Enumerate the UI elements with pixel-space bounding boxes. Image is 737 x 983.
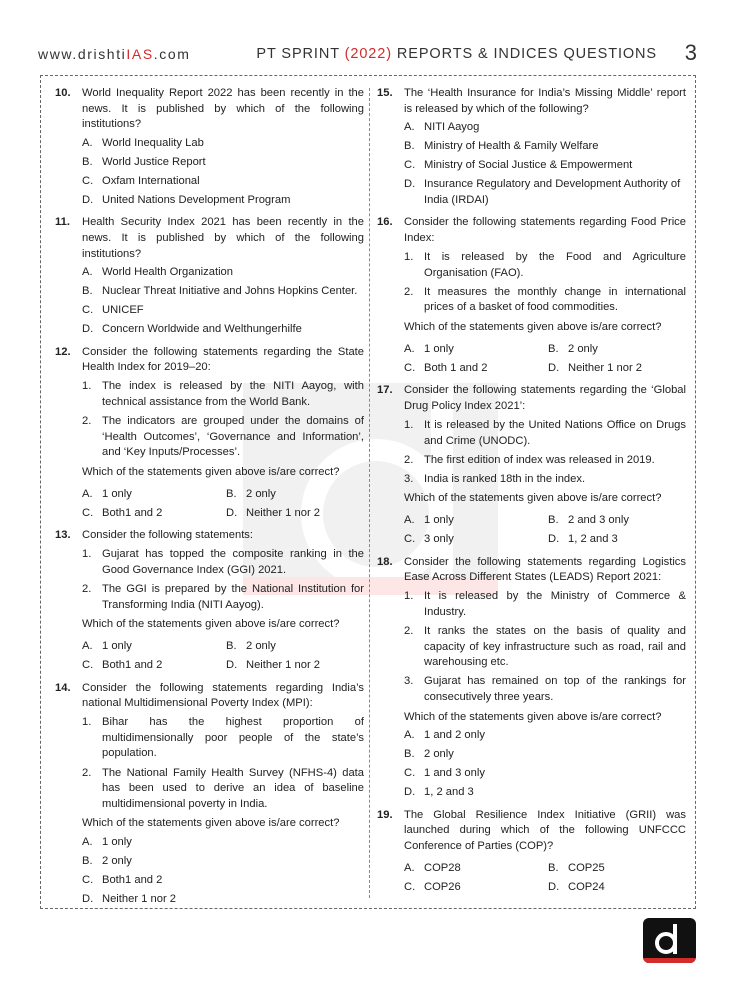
question-number: 16.: [377, 216, 393, 229]
option-letter: B.: [226, 640, 237, 653]
statement: [404, 589, 686, 620]
option-letter: D.: [82, 193, 94, 206]
question-number: 10.: [55, 87, 71, 99]
option-letter: A.: [404, 121, 415, 134]
question-17: [377, 383, 686, 547]
option-letter: A.: [82, 640, 93, 653]
drishti-logo-icon: [643, 918, 696, 963]
question-number: 18.: [377, 555, 393, 568]
option-d[interactable]: [548, 880, 686, 896]
question-number: 12.: [55, 345, 71, 358]
statement: [82, 547, 364, 578]
option-letter: D.: [82, 892, 94, 905]
option-a[interactable]: [82, 136, 364, 152]
question-text: Consider the following statements regarding India’s national Multidimensional Poverty Index (MPI):: [82, 681, 364, 710]
option-letter: D.: [548, 361, 560, 374]
statement-number: 3.: [404, 675, 414, 688]
option-letter: C.: [404, 533, 416, 546]
statement: [404, 453, 686, 469]
option-letter: A.: [404, 342, 415, 355]
option-letter: B.: [548, 342, 559, 355]
option-text: Both1 and 2: [102, 506, 163, 519]
option-letter: C.: [82, 506, 94, 519]
option-text: COP25: [568, 861, 605, 874]
option-text: Neither 1 nor 2: [102, 892, 177, 905]
option-text: 2 only: [424, 748, 454, 761]
option-d[interactable]: [82, 322, 364, 338]
option-letter: D.: [404, 786, 416, 799]
option-b[interactable]: [548, 861, 686, 877]
option-letter: C.: [82, 873, 94, 886]
option-d[interactable]: [82, 193, 364, 209]
statement-number: 2.: [404, 285, 414, 298]
option-text: 1 and 3 only: [424, 767, 485, 780]
option-letter: D.: [548, 880, 560, 893]
option-b[interactable]: [404, 747, 686, 763]
option-text: 2 and 3 only: [568, 514, 629, 527]
option-text: World Justice Report: [102, 155, 206, 168]
option-d[interactable]: [548, 361, 686, 377]
option-b[interactable]: [548, 342, 686, 358]
option-text: Both1 and 2: [102, 658, 163, 671]
question-13: [55, 528, 364, 673]
left-column: [55, 86, 364, 914]
statement: [404, 418, 686, 449]
options-list: [404, 120, 686, 208]
question-11: [55, 215, 364, 337]
option-text: Concern Worldwide and Welthungerhilfe: [102, 323, 302, 336]
page-number: 3: [684, 40, 697, 65]
option-letter: C.: [82, 174, 94, 187]
statement-text: India is ranked 18th in the index.: [424, 472, 586, 485]
option-letter: B.: [82, 285, 93, 298]
statement-text: Gujarat has topped the composite ranking in the Good Governance Index (GGI) 2021.: [102, 548, 364, 576]
option-text: 1 only: [424, 342, 454, 355]
statement-number: 2.: [82, 583, 92, 595]
statement-text: Gujarat has remained on top of the rankings for consecutively three years.: [424, 675, 686, 703]
option-a[interactable]: [404, 513, 542, 529]
option-letter: C.: [404, 880, 416, 893]
option-c[interactable]: [82, 873, 364, 889]
option-text: UNICEF: [102, 304, 144, 317]
option-text: 1 only: [102, 640, 132, 653]
question-14: [55, 681, 364, 908]
option-text: 1, 2 and 3: [424, 786, 474, 799]
option-a[interactable]: [82, 835, 364, 851]
option-text: Neither 1 nor 2: [568, 361, 643, 374]
right-column: [377, 86, 686, 902]
option-letter: D.: [226, 506, 238, 519]
option-c[interactable]: [82, 174, 364, 190]
statement-text: The indicators are grouped under the domains of ‘Health Outcomes’, ‘Governance and Information’, and ‘Key Inputs/Processes’.: [102, 415, 364, 459]
site-url[interactable]: www.drishtiIAS.com: [38, 46, 191, 62]
option-letter: B.: [226, 487, 237, 500]
option-letter: D.: [404, 178, 416, 191]
option-d[interactable]: [226, 658, 364, 674]
question-10: [55, 86, 364, 208]
page-title: PT SPRINT (2022) REPORTS & INDICES QUESTIONS: [256, 46, 657, 62]
option-text: Ministry of Health & Family Welfare: [424, 140, 599, 153]
option-text: 2 only: [246, 487, 276, 500]
statement-number: 1.: [404, 251, 414, 264]
statement-number: 2.: [82, 766, 92, 779]
option-letter: A.: [82, 836, 93, 849]
option-letter: D.: [82, 323, 94, 336]
option-text: Insurance Regulatory and Development Authority of India (IRDAI): [424, 178, 681, 206]
option-d[interactable]: [226, 506, 364, 522]
options-list: [82, 835, 364, 907]
question-text: Consider the following statements:: [82, 529, 254, 542]
option-text: Both1 and 2: [102, 873, 163, 886]
option-c[interactable]: [82, 303, 364, 319]
options-list: [404, 728, 686, 800]
statement-text: It is released by the Food and Agriculture Organisation (FAO).: [424, 251, 686, 279]
question-text: Health Security Index 2021 has been recently in the news. It is published by which of the following institutions?: [82, 216, 364, 260]
question-number: 14.: [55, 681, 71, 694]
question-text: Consider the following statements regarding Logistics Ease Across Different States (LEADS) Report 2021:: [404, 555, 686, 584]
statement-number: 1.: [404, 418, 414, 431]
options-list: [404, 339, 686, 377]
statement-text: It ranks the states on the basis of quality and capacity of key infrastructure such as road, rail and warehousing etc.: [424, 625, 686, 669]
statement-text: It measures the monthly change in international prices of a basket of food commodities.: [424, 285, 686, 314]
options-list: [82, 136, 364, 208]
statement: [82, 582, 364, 613]
option-text: 2 only: [246, 640, 276, 653]
question-text: Consider the following statements regarding the ‘Global Drug Policy Index 2021’:: [404, 384, 686, 412]
option-letter: B.: [404, 140, 415, 153]
option-c[interactable]: [404, 532, 542, 548]
option-d[interactable]: [548, 532, 686, 548]
question-text: The Global Resilience Index Initiative (GRII) was launched during which of the following UNFCCC Conference of Parties (COP)?: [404, 808, 686, 852]
option-b[interactable]: [404, 139, 686, 155]
question-prompt: Which of the statements given above is/are correct?: [404, 710, 662, 723]
question-prompt: Which of the statements given above is/are correct?: [82, 465, 340, 478]
statement: [82, 766, 364, 813]
statement-number: 1.: [404, 590, 414, 603]
option-text: Oxfam International: [102, 174, 200, 187]
statement: [404, 285, 686, 316]
option-letter: A.: [82, 487, 93, 500]
option-d[interactable]: [82, 892, 364, 908]
question-prompt: Which of the statements given above is/are correct?: [404, 492, 662, 505]
option-c[interactable]: [404, 766, 686, 782]
option-a[interactable]: [404, 342, 542, 358]
question-prompt: Which of the statements given above is/are correct?: [82, 817, 340, 830]
column-divider: [369, 88, 370, 898]
option-text: World Inequality Lab: [102, 137, 204, 150]
option-b[interactable]: [82, 155, 364, 171]
question-12: [55, 345, 364, 522]
statement: [404, 674, 686, 705]
option-letter: C.: [404, 767, 416, 780]
option-letter: C.: [82, 304, 94, 317]
statement-number: 1.: [82, 548, 92, 561]
options-list: [82, 265, 364, 337]
option-text: World Health Organization: [102, 266, 233, 279]
option-b[interactable]: [82, 854, 364, 870]
option-text: Neither 1 nor 2: [246, 658, 321, 671]
option-text: COP24: [568, 880, 605, 893]
option-letter: A.: [404, 729, 415, 742]
option-letter: C.: [404, 361, 416, 374]
question-text: World Inequality Report 2022 has been recently in the news. It is published by which of the following institutions?: [82, 87, 364, 131]
question-text: Consider the following statements regarding the State Health Index for 2019–20:: [82, 345, 364, 374]
option-text: 2 only: [568, 342, 598, 355]
option-a[interactable]: [82, 487, 220, 503]
statement-number: 2.: [404, 625, 414, 638]
question-text: The ‘Health Insurance for India’s Missing Middle’ report is released by which of the following?: [404, 87, 686, 115]
statement-number: 2.: [82, 415, 92, 428]
question-16: [377, 215, 686, 376]
option-text: Nuclear Threat Initiative and Johns Hopkins Center.: [102, 285, 358, 298]
statement-text: The National Family Health Survey (NFHS-4) data has been used to derive an idea of baseline multidimensional poverty in India.: [102, 766, 364, 810]
option-letter: D.: [226, 658, 238, 671]
option-text: Ministry of Social Justice & Empowerment: [424, 159, 633, 172]
option-letter: C.: [82, 658, 94, 671]
option-letter: A.: [404, 514, 415, 527]
option-text: Both 1 and 2: [424, 361, 488, 374]
option-c[interactable]: [404, 880, 542, 896]
options-list: [404, 510, 686, 548]
option-letter: B.: [548, 514, 559, 527]
statement-text: The first edition of index was released in 2019.: [424, 453, 655, 466]
question-number: 19.: [377, 808, 393, 821]
option-text: 2 only: [102, 855, 132, 868]
statement-number: 1.: [82, 380, 92, 393]
question-number: 17.: [377, 384, 393, 397]
option-c[interactable]: [404, 361, 542, 377]
option-letter: C.: [404, 159, 416, 172]
option-text: 1 only: [102, 487, 132, 500]
option-a[interactable]: [404, 120, 686, 136]
option-text: COP26: [424, 880, 461, 893]
option-text: Neither 1 nor 2: [246, 506, 321, 519]
question-number: 11.: [55, 216, 70, 229]
option-letter: A.: [404, 861, 415, 874]
option-text: 1 only: [102, 836, 132, 849]
option-a[interactable]: [82, 639, 220, 655]
option-text: COP28: [424, 861, 461, 874]
question-prompt: Which of the statements given above is/are correct?: [82, 618, 340, 631]
statement: [404, 472, 686, 488]
option-a[interactable]: [82, 265, 364, 281]
question-text: Consider the following statements regarding Food Price Index:: [404, 216, 686, 244]
option-a[interactable]: [404, 861, 542, 877]
statement-text: It is released by the Ministry of Commerce & Industry.: [424, 590, 686, 618]
option-d[interactable]: [404, 177, 686, 208]
question-number: 15.: [377, 87, 393, 99]
option-letter: D.: [548, 533, 560, 546]
option-text: 1, 2 and 3: [568, 533, 618, 546]
statement-number: 1.: [82, 716, 92, 729]
statement-text: The GGI is prepared by the National Institution for Transforming India (NITI Aayog).: [102, 583, 364, 611]
option-letter: B.: [548, 861, 559, 874]
option-b[interactable]: [226, 639, 364, 655]
options-list: [82, 636, 364, 674]
option-text: United Nations Development Program: [102, 193, 291, 206]
statement: [82, 414, 364, 461]
option-b[interactable]: [82, 284, 364, 300]
option-text: 3 only: [424, 533, 454, 546]
option-text: 1 and 2 only: [424, 729, 485, 742]
question-prompt: Which of the statements given above is/are correct?: [404, 320, 662, 333]
option-c[interactable]: [404, 158, 686, 174]
option-b[interactable]: [226, 487, 364, 503]
options-list: [404, 858, 686, 896]
statement-text: The index is released by the NITI Aayog, with technical assistance from the World Bank.: [102, 380, 364, 408]
option-letter: A.: [82, 266, 93, 279]
option-letter: B.: [404, 748, 415, 761]
question-18: [377, 555, 686, 801]
option-letter: B.: [82, 855, 93, 868]
option-text: 1 only: [424, 514, 454, 527]
statement: [82, 379, 364, 410]
option-d[interactable]: [404, 785, 686, 801]
statement-text: Bihar has the highest proportion of multidimensionally poor people of the state’s population.: [102, 716, 364, 760]
question-19: [377, 808, 686, 896]
option-letter: B.: [82, 155, 93, 168]
statement: [404, 624, 686, 671]
statement: [404, 250, 686, 281]
question-number: 13.: [55, 529, 71, 542]
statement: [82, 715, 364, 762]
option-c[interactable]: [82, 506, 220, 522]
option-text: NITI Aayog: [424, 121, 480, 134]
option-b[interactable]: [548, 513, 686, 529]
statement-number: 3.: [404, 472, 414, 485]
statement-text: It is released by the United Nations Office on Drugs and Crime (UNODC).: [424, 418, 686, 447]
statement-number: 2.: [404, 453, 414, 466]
options-list: [82, 483, 364, 521]
option-letter: A.: [82, 137, 93, 150]
question-15: [377, 86, 686, 208]
option-c[interactable]: [82, 658, 220, 674]
option-a[interactable]: [404, 728, 686, 744]
